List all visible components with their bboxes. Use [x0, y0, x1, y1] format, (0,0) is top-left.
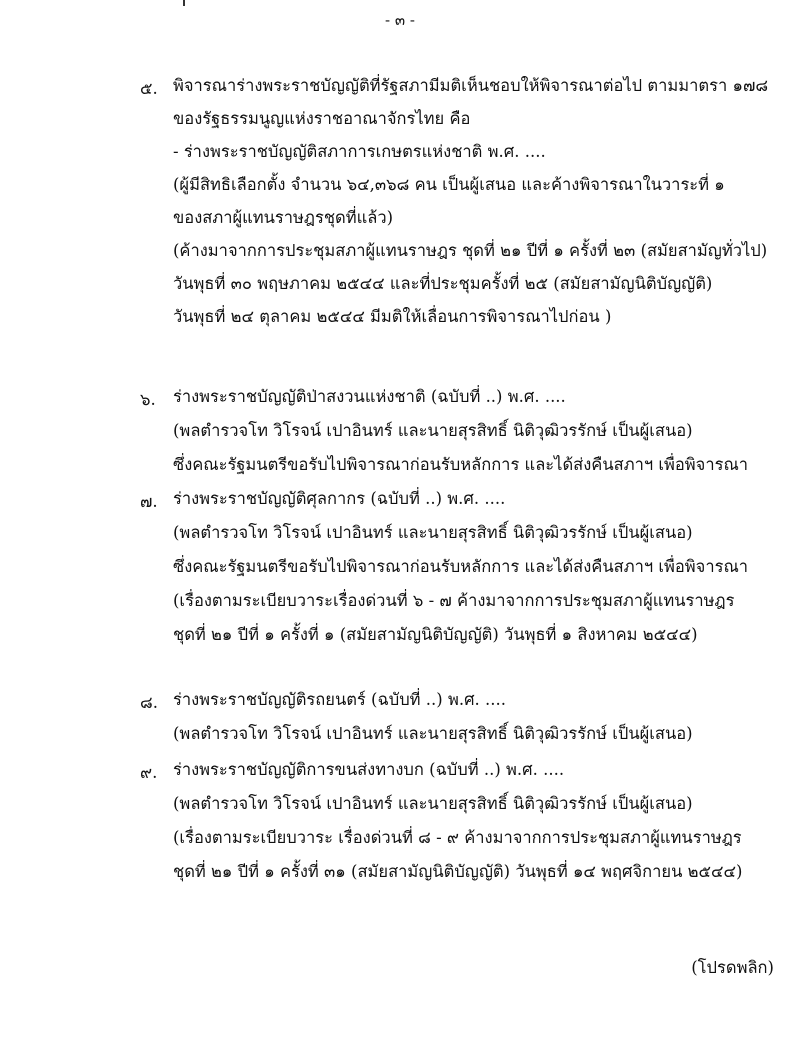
item-line: ซึ่งคณะรัฐมนตรีขอรับไปพิจารณาก่อนรับหลักการ และได้ส่งคืนสภาฯ เพื่อพิจารณา	[173, 455, 749, 474]
item-line: - ร่างพระราชบัญญัติสภาการเกษตรแห่งชาติ พ.ศ. ....	[173, 142, 546, 161]
item-line: วันพุธที่ ๓๐ พฤษภาคม ๒๕๔๔ และที่ประชุมครั้งที่ ๒๕ (สมัยสามัญนิติบัญญัติ)	[173, 274, 713, 293]
item-line: ร่างพระราชบัญญัติศุลกากร (ฉบับที่ ..) พ.ศ. ....	[173, 489, 506, 508]
item-number: ๘.	[140, 693, 158, 712]
item-line: วันพุธที่ ๒๔ ตุลาคม ๒๕๔๔ มีมติให้เลื่อนการพิจารณาไปก่อน )	[173, 307, 612, 326]
item-line: ซึ่งคณะรัฐมนตรีขอรับไปพิจารณาก่อนรับหลักการ และได้ส่งคืนสภาฯ เพื่อพิจารณา	[173, 557, 749, 576]
item-line: ชุดที่ ๒๑ ปีที่ ๑ ครั้งที่ ๓๑ (สมัยสามัญนิติบัญญัติ) วันพุธที่ ๑๔ พฤศจิกายน ๒๕๔๔)	[173, 862, 743, 881]
scan-mark	[183, 0, 185, 6]
item-line: (พลตำรวจโท วิโรจน์ เปาอินทร์ และนายสุรสิทธิ์ นิติวุฒิวรรักษ์ เป็นผู้เสนอ)	[173, 523, 693, 542]
item-line: ร่างพระราชบัญญัติป่าสงวนแห่งชาติ (ฉบับที่ ..) พ.ศ. ....	[173, 387, 566, 406]
item-line: (เรื่องตามระเบียบวาระ เรื่องด่วนที่ ๘ - ๙ ค้างมาจากการประชุมสภาผู้แทนราษฎร	[173, 828, 742, 847]
item-line: ของรัฐธรรมนูญแห่งราชอาณาจักรไทย คือ	[173, 109, 471, 128]
page-number: - ๓ -	[385, 11, 415, 29]
item-line: พิจารณาร่างพระราชบัญญัติที่รัฐสภามีมติเห็นชอบให้พิจารณาต่อไป ตามมาตรา ๑๗๘	[173, 76, 769, 95]
item-line: ของสภาผู้แทนราษฎรชุดที่แล้ว)	[173, 208, 394, 227]
item-number: ๖.	[140, 390, 156, 409]
item-line: (เรื่องตามระเบียบวาระเรื่องด่วนที่ ๖ - ๗ ค้างมาจากการประชุมสภาผู้แทนราษฎร	[173, 591, 735, 610]
item-line: (พลตำรวจโท วิโรจน์ เปาอินทร์ และนายสุรสิทธิ์ นิติวุฒิวรรักษ์ เป็นผู้เสนอ)	[173, 724, 693, 743]
item-line: (พลตำรวจโท วิโรจน์ เปาอินทร์ และนายสุรสิทธิ์ นิติวุฒิวรรักษ์ เป็นผู้เสนอ)	[173, 421, 693, 440]
item-line: ร่างพระราชบัญญัติการขนส่งทางบก (ฉบับที่ ..) พ.ศ. ....	[173, 760, 565, 779]
item-line: (ค้างมาจากการประชุมสภาผู้แทนราษฎร ชุดที่ ๒๑ ปีที่ ๑ ครั้งที่ ๒๓ (สมัยสามัญทั่วไป)	[173, 241, 768, 260]
item-line: (ผู้มีสิทธิเลือกตั้ง จำนวน ๖๔,๓๖๘ คน เป็นผู้เสนอ และค้างพิจารณาในวาระที่ ๑	[173, 175, 725, 194]
item-line: ชุดที่ ๒๑ ปีที่ ๑ ครั้งที่ ๑ (สมัยสามัญนิติบัญญัติ) วันพุธที่ ๑ สิงหาคม ๒๕๔๔)	[173, 625, 698, 644]
item-number: ๕.	[140, 79, 158, 98]
item-number: ๙.	[140, 763, 158, 782]
item-number: ๗.	[140, 492, 158, 511]
please-turn-over-note: (โปรดพลิก)	[691, 958, 774, 977]
item-line: (พลตำรวจโท วิโรจน์ เปาอินทร์ และนายสุรสิทธิ์ นิติวุฒิวรรักษ์ เป็นผู้เสนอ)	[173, 794, 693, 813]
item-line: ร่างพระราชบัญญัติรถยนตร์ (ฉบับที่ ..) พ.ศ. ....	[173, 690, 507, 709]
